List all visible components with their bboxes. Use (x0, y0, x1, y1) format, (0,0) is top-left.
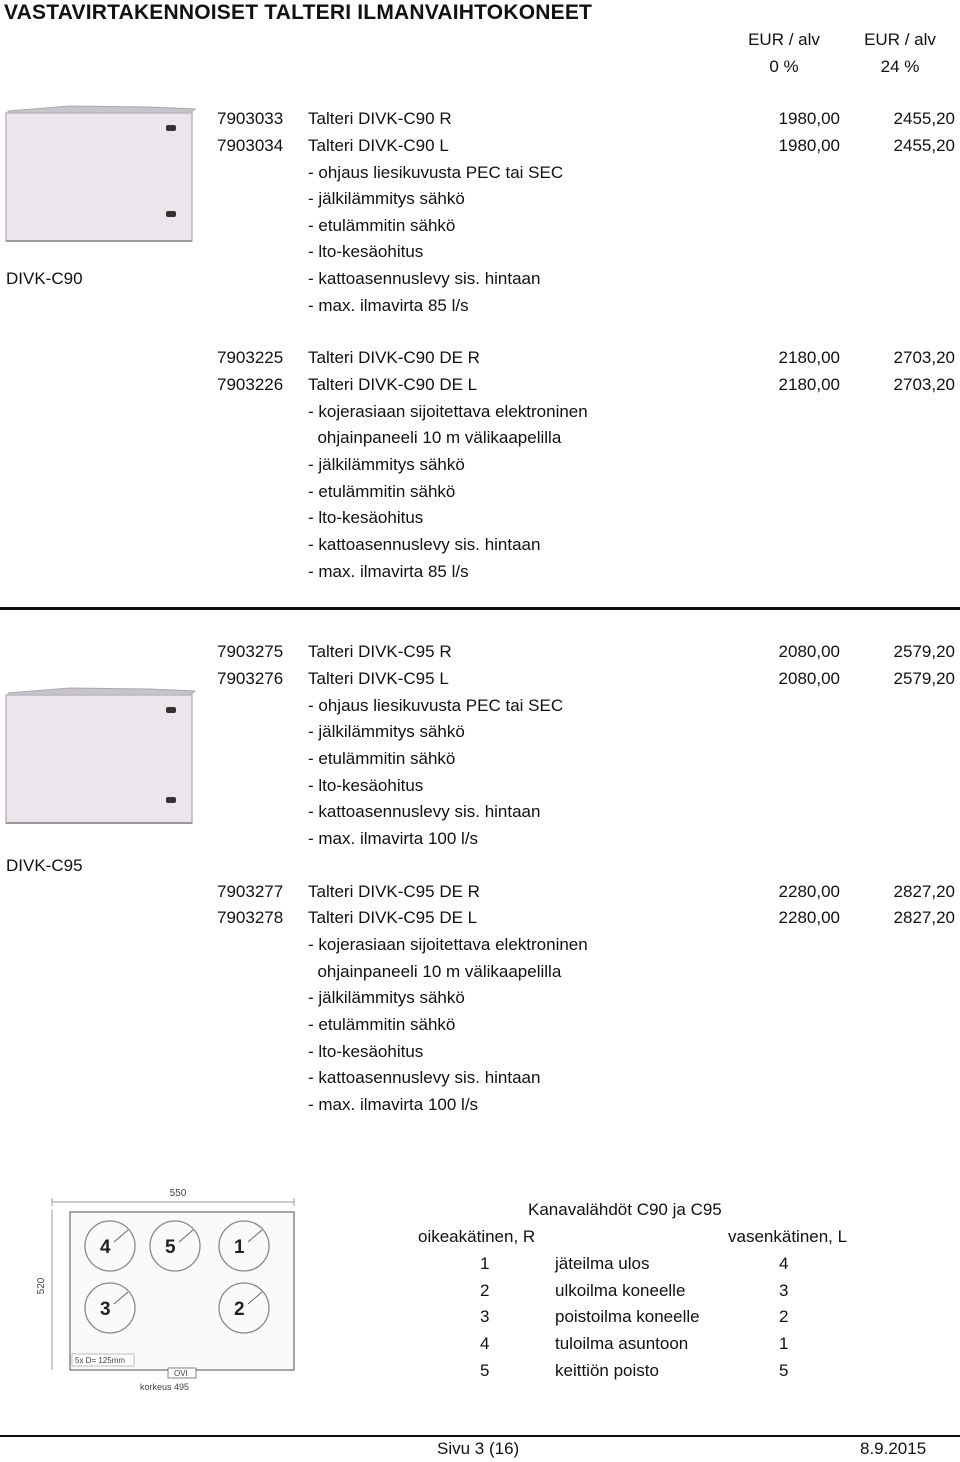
product-name: Talteri DIVK-C90 R (308, 109, 452, 128)
feature-item: - etulämmitin sähkö (308, 1015, 456, 1034)
product-image-divk-c95 (0, 685, 200, 830)
feature-item: - lto-kesäohitus (308, 1042, 424, 1061)
price-vat0: 2080,00 (778, 642, 840, 661)
product-name: Talteri DIVK-C95 DE R (308, 882, 480, 901)
product-name: Talteri DIVK-C95 DE L (308, 908, 478, 927)
model-label-divk-c95: DIVK-C95 (6, 856, 83, 875)
product-code: 7903034 (217, 136, 284, 155)
feature-item: - max. ilmavirta 100 l/s (308, 1095, 479, 1114)
feature-item: - ohjaus liesikuvusta PEC tai SEC (308, 163, 564, 182)
diagram-port-number: 4 (100, 1237, 111, 1258)
duct-layout-diagram (28, 1182, 303, 1398)
feature-item: ohjainpaneeli 10 m välikaapelilla (308, 428, 562, 447)
feature-item: - lto-kesäohitus (308, 776, 424, 795)
duct-number-r: 3 (480, 1307, 490, 1326)
price-vat0: 2280,00 (778, 882, 840, 901)
feature-item: - kattoasennuslevy sis. hintaan (308, 535, 541, 554)
feature-item: - kojerasiaan sijoitettava elektroninen (308, 935, 588, 954)
product-code: 7903225 (217, 348, 284, 367)
feature-item: - max. ilmavirta 85 l/s (308, 562, 469, 581)
feature-item: - jälkilämmitys sähkö (308, 722, 465, 741)
ducts-col-left: vasenkätinen, L (728, 1227, 848, 1246)
ducts-title: Kanavalähdöt C90 ja C95 (528, 1200, 722, 1219)
ducts-col-right: oikeakätinen, R (418, 1227, 536, 1246)
product-code: 7903033 (217, 109, 284, 128)
feature-item: - etulämmitin sähkö (308, 749, 456, 768)
price-header-vat24-line1: EUR / alv (864, 30, 936, 49)
price-vat24: 2827,20 (893, 882, 955, 901)
feature-item: - etulämmitin sähkö (308, 216, 456, 235)
feature-item: - etulämmitin sähkö (308, 482, 456, 501)
duct-number-r: 1 (480, 1254, 490, 1273)
feature-item: - max. ilmavirta 100 l/s (308, 829, 479, 848)
duct-number-l: 1 (779, 1334, 789, 1353)
price-vat24: 2703,20 (893, 348, 955, 367)
diagram-port-number: 1 (234, 1237, 245, 1258)
price-vat0: 2180,00 (778, 375, 840, 394)
diagram-width-label: 550 (169, 1188, 187, 1199)
footer-divider (0, 1435, 960, 1437)
feature-item: ohjainpaneeli 10 m välikaapelilla (308, 962, 562, 981)
feature-item: - lto-kesäohitus (308, 242, 424, 261)
product-name: Talteri DIVK-C90 DE L (308, 375, 478, 394)
feature-item: - kojerasiaan sijoitettava elektroninen (308, 402, 588, 421)
product-name: Talteri DIVK-C90 DE R (308, 348, 480, 367)
feature-item: - kattoasennuslevy sis. hintaan (308, 802, 541, 821)
duct-number-r: 2 (480, 1281, 490, 1300)
diagram-korkeus-label: korkeus 495 (140, 1382, 190, 1392)
page-number: Sivu 3 (16) (437, 1439, 520, 1458)
section-divider (0, 607, 960, 610)
price-vat0: 2080,00 (778, 669, 840, 688)
duct-name: keittiön poisto (555, 1361, 659, 1380)
duct-number-l: 4 (779, 1254, 789, 1273)
price-vat0: 2180,00 (778, 348, 840, 367)
product-name: Talteri DIVK-C95 R (308, 642, 452, 661)
price-vat24: 2827,20 (893, 908, 955, 927)
feature-item: - kattoasennuslevy sis. hintaan (308, 1068, 541, 1087)
duct-number-r: 5 (480, 1361, 490, 1380)
product-name: Talteri DIVK-C90 L (308, 136, 449, 155)
price-vat0: 1980,00 (778, 109, 840, 128)
diagram-height-label: 520 (36, 1277, 47, 1295)
price-vat24: 2703,20 (893, 375, 955, 394)
feature-item: - lto-kesäohitus (308, 508, 424, 527)
duct-name: ulkoilma koneelle (555, 1281, 686, 1300)
page-title: VASTAVIRTAKENNOISET TALTERI ILMANVAIHTOKONEET (4, 1, 593, 24)
price-vat24: 2579,20 (893, 669, 955, 688)
product-code: 7903276 (217, 669, 284, 688)
product-code: 7903278 (217, 908, 284, 927)
diagram-port-number: 2 (234, 1299, 245, 1320)
diagram-ovi-label: OVI (174, 1369, 188, 1378)
duct-name: jäteilma ulos (555, 1254, 650, 1273)
price-header-vat0-line2: 0 % (769, 57, 799, 76)
feature-item: - jälkilämmitys sähkö (308, 189, 465, 208)
feature-item: - jälkilämmitys sähkö (308, 988, 465, 1007)
price-header-vat24-line2: 24 % (880, 57, 920, 76)
price-header-vat0-line1: EUR / alv (748, 30, 820, 49)
price-vat0: 1980,00 (778, 136, 840, 155)
document-date: 8.9.2015 (860, 1439, 927, 1458)
diagram-duct-note: 5x D= 125mm (75, 1356, 126, 1365)
duct-name: poistoilma koneelle (555, 1307, 700, 1326)
duct-name: tuloilma asuntoon (555, 1334, 689, 1353)
model-label-divk-c90: DIVK-C90 (6, 269, 83, 288)
price-vat0: 2280,00 (778, 908, 840, 927)
diagram-port-number: 5 (165, 1237, 176, 1258)
price-vat24: 2455,20 (893, 109, 955, 128)
product-code: 7903277 (217, 882, 284, 901)
product-image-divk-c90 (0, 103, 200, 248)
price-vat24: 2579,20 (893, 642, 955, 661)
duct-number-r: 4 (480, 1334, 490, 1353)
product-name: Talteri DIVK-C95 L (308, 669, 449, 688)
duct-number-l: 5 (779, 1361, 789, 1380)
product-code: 7903226 (217, 375, 284, 394)
diagram-port-number: 3 (100, 1299, 111, 1320)
duct-number-l: 3 (779, 1281, 789, 1300)
feature-item: - jälkilämmitys sähkö (308, 455, 465, 474)
product-code: 7903275 (217, 642, 284, 661)
duct-number-l: 2 (779, 1307, 789, 1326)
price-vat24: 2455,20 (893, 136, 955, 155)
feature-item: - max. ilmavirta 85 l/s (308, 296, 469, 315)
feature-item: - ohjaus liesikuvusta PEC tai SEC (308, 696, 564, 715)
feature-item: - kattoasennuslevy sis. hintaan (308, 269, 541, 288)
